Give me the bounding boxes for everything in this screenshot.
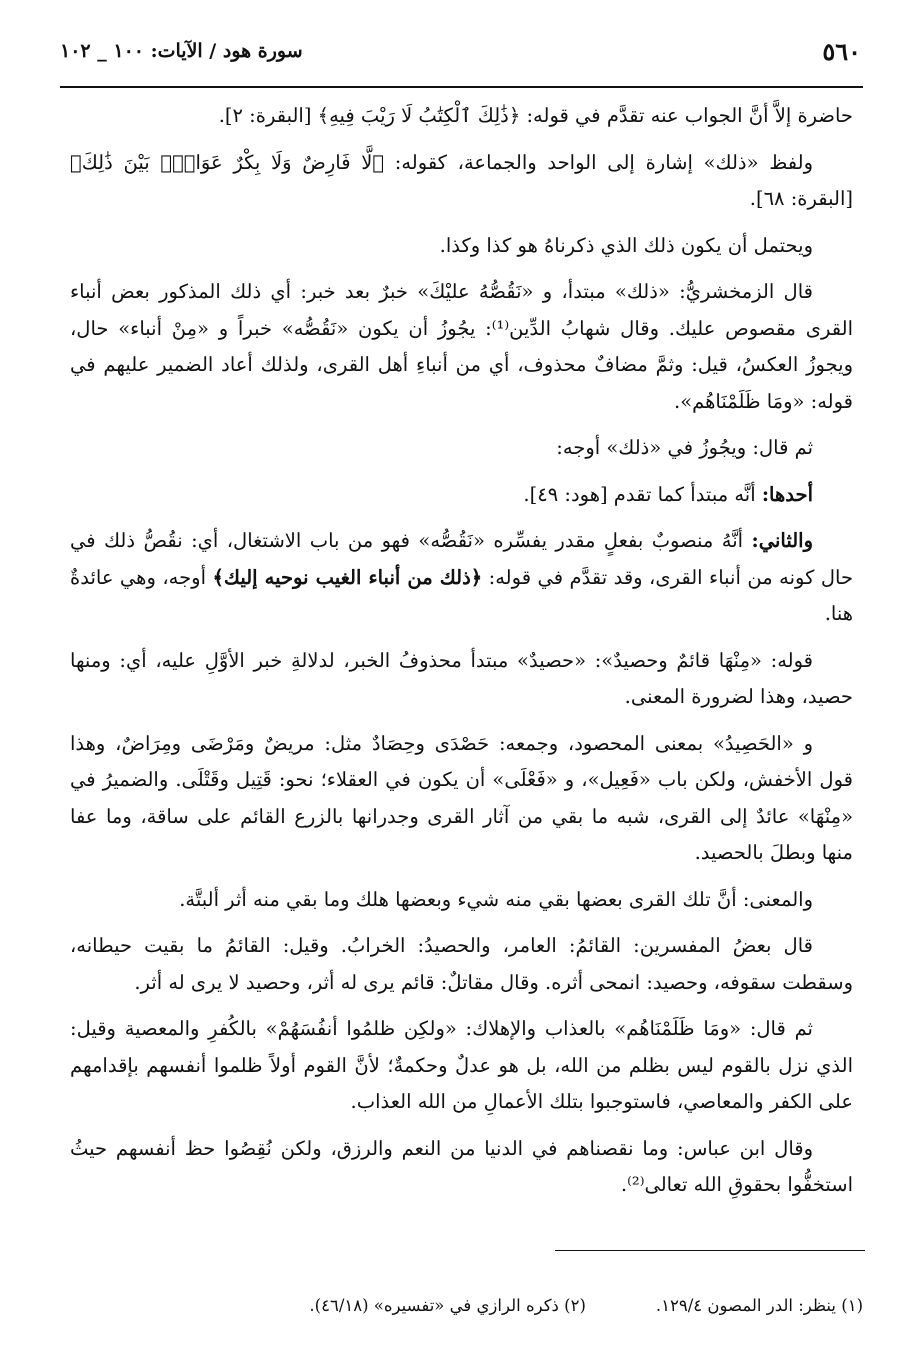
paragraph-5: ثم قال: ويجُوزُ في «ذلك» أوجه:	[556, 436, 813, 459]
paragraph-13: وقال ابن عباس: وما نقصناهم في الدنيا من النعم والرزق، ولكن نُقِصُوا حظ أنفسهم حيثُ استخفُّوا بحقوقِ الله تعالى⁽²⁾.	[70, 1136, 853, 1196]
footnote-2: (٢) ذكره الرازي في «تفسيره» (٤٦/١٨).	[309, 1296, 586, 1315]
page-number: ٥٦٠	[822, 36, 861, 66]
body-text	[70, 98, 853, 1214]
running-title: سورة هود / الآيات: ١٠٠ _ ١٠٢	[60, 40, 303, 62]
paragraph-9: و «الحَصِيدُ» بمعنى المحصود، وجمعه: حَصْدَى وحِصَادٌ مثل: مريضٌ ومَرْضَى ومِرَاضٌ، وهذا قول الأخفش، ولكن باب «فَعِيل»، و «فَعْلَى» أن يكون في العقلاء؛ نحو: قَتِيل وقَتْلَى. والضميرُ في «مِنْهَا» عائدٌ إلى القرى، شبه ما بقي من آثار القرى وجدرانها بالزرع القائم على ساقة، وما عفا منها وبطلَ بالحصيد.	[70, 731, 853, 864]
header-rule	[60, 86, 863, 88]
paragraph-4: قال الزمخشريُّ: «ذلك» مبتدأ، و «نَقُصُّهُ عليْكَ» خبرٌ بعد خبر: أي ذلك المذكور بعض أنباء القرى مقصوص عليك. وقال شهابُ الدِّين⁽¹⁾: يجُوزُ أن يكون «نَقُصُّه» خبراً و «مِنْ أنباء» حال، ويجوزُ العكسُ، قيل: وثمَّ مضافٌ محذوف، أي من أنباءِ أهل القرى، ولذلك أعاد الضمير عليهم في قوله: «ومَا ظَلَمْنَاهُم».	[70, 280, 854, 413]
paragraph-6	[70, 477, 853, 514]
paragraph-12: ثم قال: «ومَا ظَلَمْنَاهُم» بالعذاب والإهلاك: «ولكِن ظلمُوا أنفُسَهُمْ» بالكُفرِ والمعصية وقيل: الذي نزل بالقوم ليس بظلم من الله، بل هو عدلٌ وحكمةٌ؛ لأنَّ القوم أولاً ظلموا أنفسهم بإقدامهم على الكفر والمعاصي، فاستوجبوا بتلك الأعمالِ من الله العذاب.	[70, 1017, 853, 1113]
paragraph-3: ويحتمل أن يكون ذلك الذي ذكرناهُ هو كذا وكذا.	[439, 233, 813, 257]
paragraph-11: قال بعضُ المفسرين: القائمُ: العامر، والحصيدُ: الخرابُ. وقيل: القائمُ ما بقيت حيطانه، وسقطت سقوفه، وحصيد: انمحى أثره. وقال مقاتلٌ: قائم يرى له أثر، وحصيد لا يرى له أثر.	[70, 934, 853, 994]
footnote-rule	[555, 1250, 865, 1251]
page-header	[60, 28, 861, 74]
second-view-text-end: أوجه، وهي عائدةٌ هنا.	[70, 565, 853, 625]
first-view-label: أحدها:	[761, 482, 813, 506]
paragraph-8: قوله: «مِنْهَا قائمٌ وحصيدٌ»: «حصيدٌ» مبتدأ محذوفُ الخبر، لدلالةِ خبر الأوَّلِ عليه، أي: ومنها حصيد، وهذا لضرورة المعنى.	[70, 648, 853, 708]
footnotes	[60, 1296, 863, 1315]
paragraph-10: والمعنى: أنَّ تلك القرى بعضها بقي منه شيء وبعضها هلك وما بقي منه أثر ألبتَّة.	[179, 887, 813, 911]
paragraph-7	[70, 523, 853, 633]
quran-quote: ﴿ذلك من أنباء الغيب نوحيه إليك﴾	[212, 565, 483, 589]
second-view-label: والثاني:	[751, 529, 813, 552]
second-view-text: أنَّهُ منصوبٌ بفعلٍ مقدر يفسِّره «نَقُصُّه» فهو من باب الاشتغال، أي: نقُصُّ ذلك في حال كونه من أنباء القرى، وقد تقدَّم في قوله:	[70, 529, 853, 589]
footnote-1: (١) ينظر: الدر المصون ١٢٩/٤.	[655, 1296, 863, 1315]
paragraph-2: ولفظ «ذلك» إشارة إلى الواحد والجماعة، كقوله: ﴿لَّا فَارِضٌ وَلَا بِكْرٌ عَوَانٌۢ بَيْنَ ذَٰلِكَ﴾ [البقرة: ٦٨].	[70, 150, 853, 210]
paragraph-1: حاضرة إلاَّ أنَّ الجواب عنه تقدَّم في قوله: ﴿ذَٰلِكَ ٱلْكِتَٰبُ لَا رَيْبَ فِيهِ﴾ [البقرة: ٢].	[218, 104, 853, 127]
first-view-text: أنَّه مبتدأ كما تقدم [هود: ٤٩].	[523, 482, 762, 506]
